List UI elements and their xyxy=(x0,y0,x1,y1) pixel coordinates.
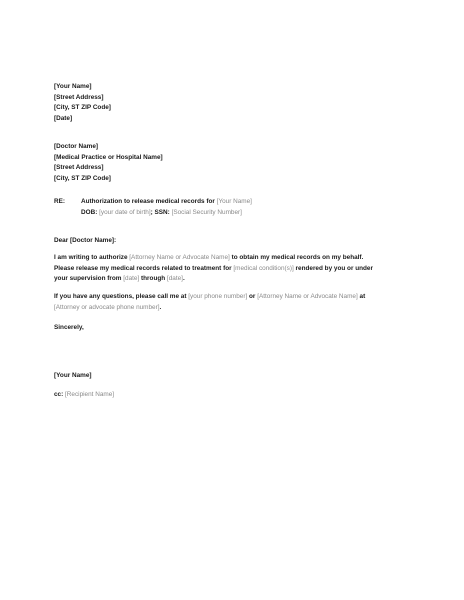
cc-recipient-placeholder: [Recipient Name] xyxy=(65,391,115,398)
body1-text-2: to obtain my medical records on my behalf. xyxy=(229,254,364,261)
body2-line-2 xyxy=(54,303,414,314)
advocate-placeholder: [Attorney Name or Advocate Name] xyxy=(257,293,358,300)
condition-placeholder: [medical condition(s)] xyxy=(233,264,294,272)
re-text: Authorization to release medical records for xyxy=(81,198,217,205)
re-label: RE: xyxy=(54,198,66,205)
recipient-name: [Doctor Name] xyxy=(54,143,99,150)
advocate-phone-placeholder: [Attorney or advocate phone number] xyxy=(54,303,160,311)
body1-text-1: I am writing to authorize xyxy=(54,254,130,261)
re-name-placeholder: [Your Name] xyxy=(216,198,252,205)
closing: Sincerely, xyxy=(54,324,84,331)
phone-placeholder: [your phone number] xyxy=(188,293,248,300)
body1-line-1 xyxy=(54,253,414,264)
date-to-placeholder: [date] xyxy=(166,275,183,282)
re-line-2 xyxy=(81,208,252,219)
body1-text-6: through xyxy=(139,275,167,282)
recipient-city: [City, ST ZIP Code] xyxy=(54,174,111,182)
body-paragraph-1 xyxy=(54,253,414,285)
re-subject xyxy=(81,197,252,218)
body1-line-2 xyxy=(54,264,414,275)
attorney-placeholder: [Attorney Name or Advocate Name] xyxy=(129,254,230,261)
body2-line-1 xyxy=(54,292,414,303)
body1-text-5: your supervision from xyxy=(54,275,124,282)
body2-text-3: at xyxy=(357,293,366,300)
recipient-practice: [Medical Practice or Hospital Name] xyxy=(54,153,163,161)
cc-label: cc: xyxy=(54,391,66,398)
body2-text-2: or xyxy=(247,293,258,300)
dob-placeholder: [your date of birth] xyxy=(99,208,151,216)
body1-text-3: Please release my medical records related to treatment for xyxy=(54,264,234,272)
body1-text-7: . xyxy=(182,275,185,282)
body1-line-3 xyxy=(54,274,414,285)
re-line-1 xyxy=(81,197,252,208)
sender-name: [Your Name] xyxy=(54,83,92,90)
body-paragraph-2 xyxy=(54,292,414,313)
ssn-label: ; SSN: xyxy=(150,208,172,216)
cc-line xyxy=(54,390,414,401)
dob-label: DOB: xyxy=(81,208,100,216)
body1-text-4: rendered by you or under xyxy=(293,264,373,272)
letter-date: [Date] xyxy=(54,114,73,122)
sender-address xyxy=(54,82,111,124)
sender-street: [Street Address] xyxy=(54,93,104,101)
recipient-address xyxy=(54,142,163,184)
date-from-placeholder: [date] xyxy=(123,275,140,282)
signature-name: [Your Name] xyxy=(54,372,92,379)
salutation: Dear [Doctor Name]: xyxy=(54,237,117,244)
ssn-placeholder: [Social Security Number] xyxy=(171,208,242,216)
body2-text-4: . xyxy=(159,303,162,311)
sender-city: [City, ST ZIP Code] xyxy=(54,104,111,111)
body2-text-1: If you have any questions, please call me at xyxy=(54,293,189,300)
recipient-street: [Street Address] xyxy=(54,164,104,171)
